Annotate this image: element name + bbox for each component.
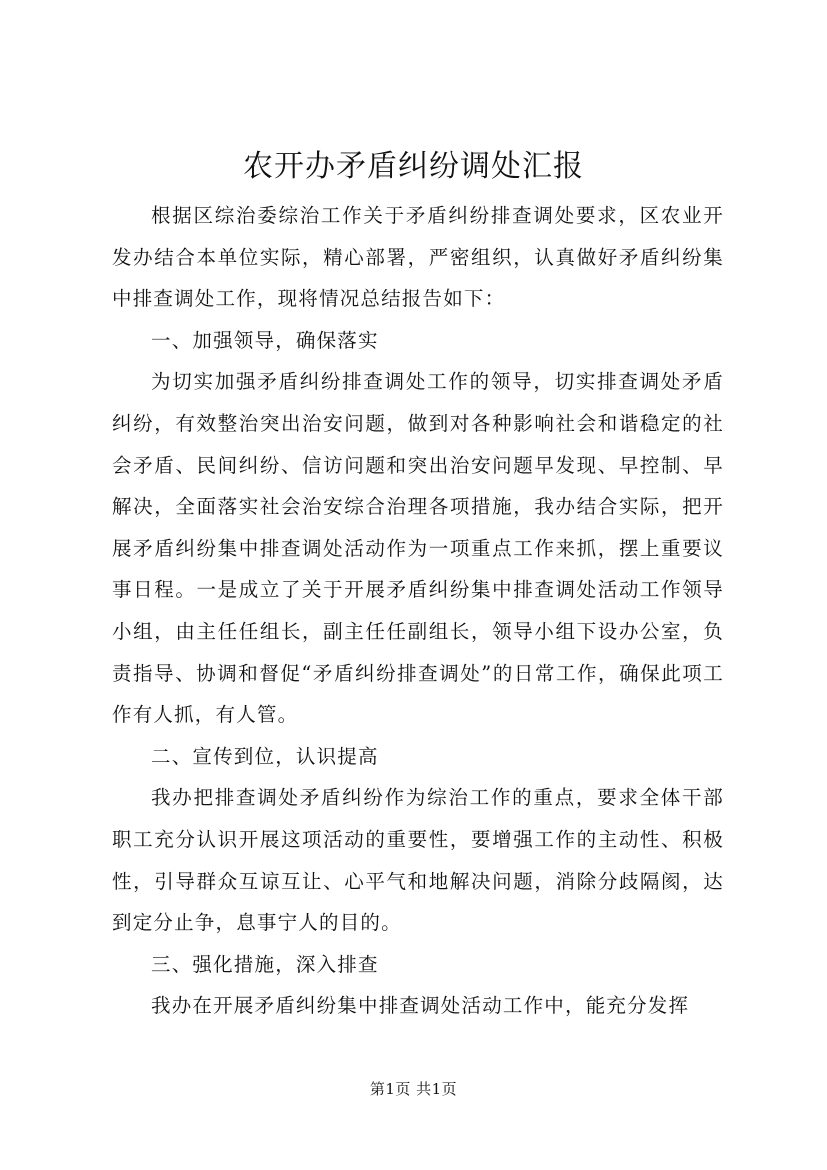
section-heading-3: 三、强化措施，深入排查: [151, 952, 379, 976]
section-paragraph-1: 为切实加强矛盾纠纷排查调处工作的领导，切实排查调处矛盾纠纷，有效整治突出治安问题，做到对各种影响社会和谐稳定的社会矛盾、民间纠纷、信访问题和突出治安问题早发现、早控制、早解决，全面落实社会治安综合治理各项措施，我办结合实际，把开展矛盾纠纷集中排查调处活动作为一项重点工作来抓，摆上重要议事日程。一是成立了关于开展矛盾纠纷集中排查调处活动工作领导小组，由主任任组长，副主任任副组长，领导小组下设办公室，负责指导、协调和督促“矛盾纠纷排查调处”的日常工作，确保此项工作有人抓，有人管。: [112, 370, 724, 727]
section-heading-1: 一、加强领导，确保落实: [151, 328, 379, 352]
document-body: [112, 195, 724, 1027]
document-title: 农开办矛盾纠纷调处汇报: [243, 149, 584, 184]
section-paragraph-2: 我办把排查调处矛盾纠纷作为综治工作的重点，要求全体干部职工充分认识开展这项活动的重要性，要增强工作的主动性、积极性，引导群众互谅互让、心平气和地解决问题，消除分歧隔阂，达到定分止争，息事宁人的目的。: [112, 786, 724, 935]
section-heading-2: 二、宣传到位，认识提高: [151, 744, 379, 768]
page-number-footer: 第1页 共1页: [369, 1080, 458, 1098]
intro-paragraph: 根据区综治委综治工作关于矛盾纠纷排查调处要求，区农业开发办结合本单位实际，精心部署，严密组织，认真做好矛盾纠纷集中排查调处工作，现将情况总结报告如下：: [112, 204, 724, 311]
section-paragraph-3: 我办在开展矛盾纠纷集中排查调处活动工作中，能充分发挥: [151, 994, 690, 1018]
